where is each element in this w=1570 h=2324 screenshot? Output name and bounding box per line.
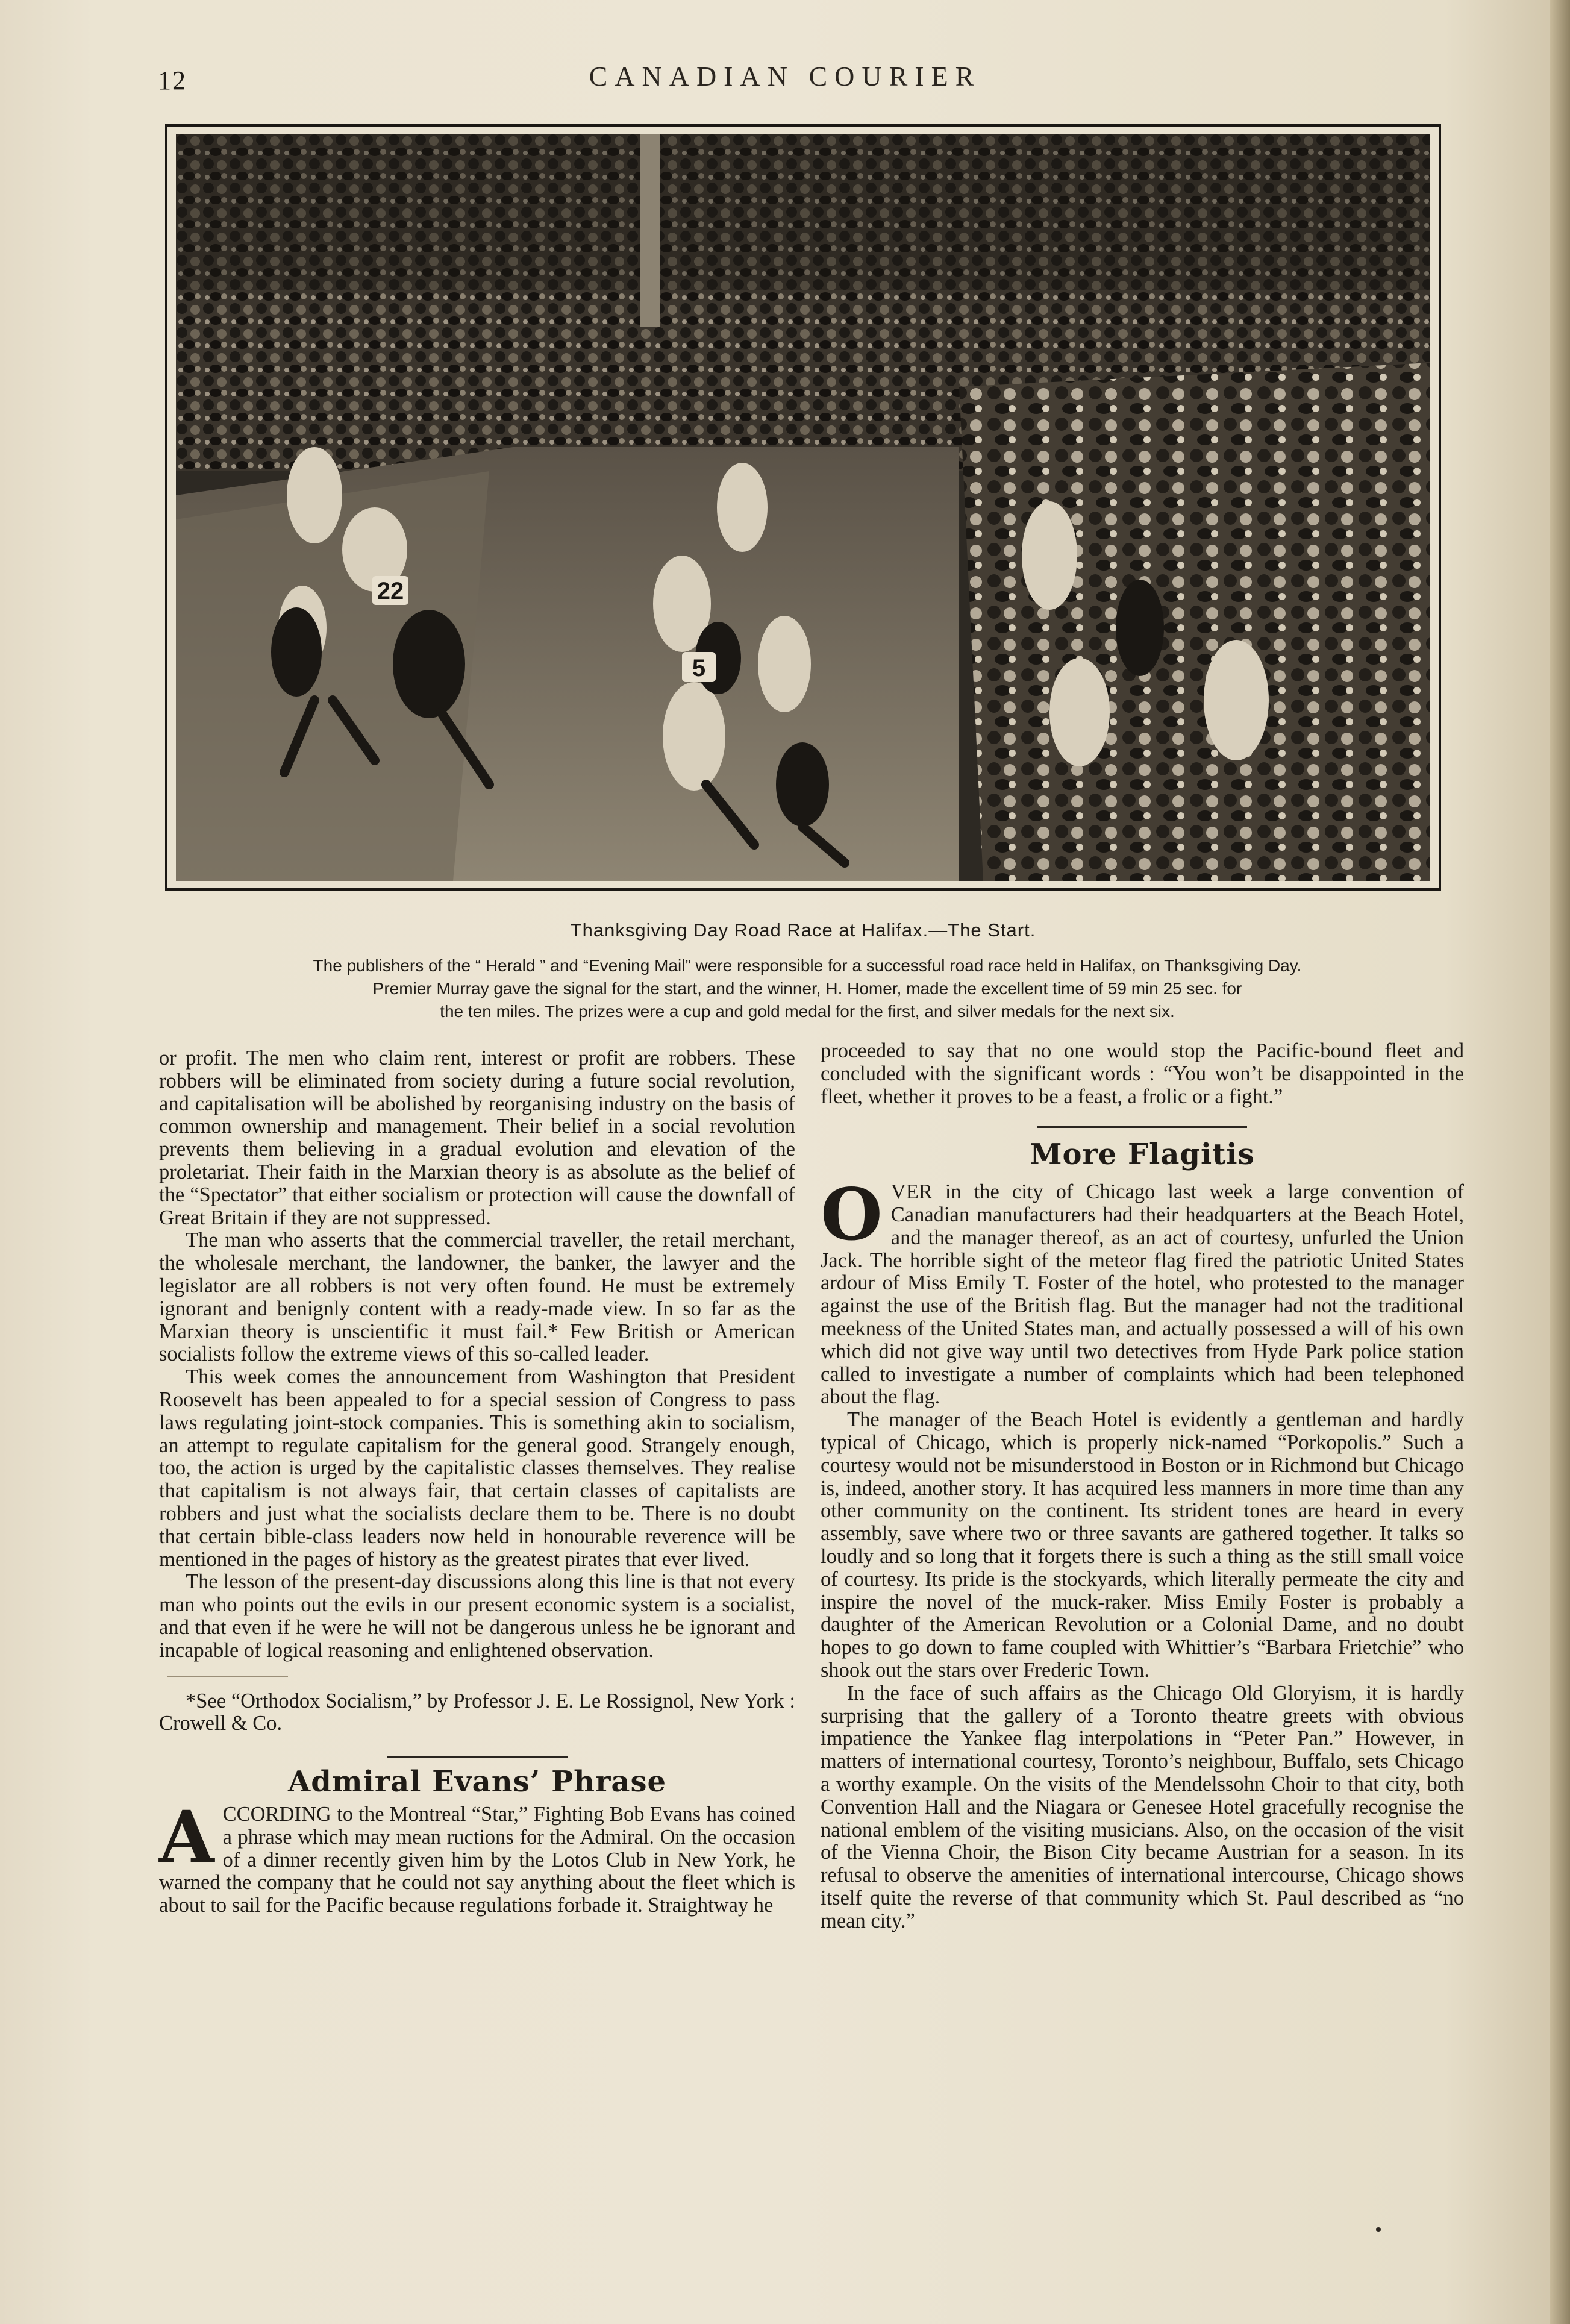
page-spine-shadow — [1550, 0, 1570, 2324]
photo-caption-body — [151, 954, 1464, 1023]
article-flagitis-first-paragraph — [821, 1173, 1464, 1409]
footnote-rule — [167, 1676, 288, 1677]
photo-caption-title: Thanksgiving Day Road Race at Halifax.—The Start. — [570, 919, 1036, 941]
caption-line: The publishers of the “ Herald ” and “Evening Mail” were responsible for a successful road race held in Halifax, on Thanksgiving Day. — [313, 956, 1302, 975]
body-paragraph: The manager of the Beach Hotel is evidently a gentleman and hardly typical of Chicago, which is properly nick-named “Porkopolis.” Such a courtesy would not be misunderstood in Boston or in Richmond but Chicago is, indeed, another story. It has acquired less manners in more time than any other community on the continent. Its strident tones are heard in every assembly, save where two or three savants are gathered together. It talks so loudly and so long that it forgets there is such a thing as the still small voice of courtesy. Its pride is the stockyards, which literally permeate the city and inspire the novel of the muck-raker. Miss Emily Foster is probably a daughter of the American Revolution or a Colonial Dame, and no doubt hopes to go down to fame coupled with Whittier’s “Barbara Frietchie” who shook out the stars over Frederic Town. — [821, 1408, 1464, 1682]
print-speck — [1376, 2227, 1381, 2232]
body-paragraph: The lesson of the present-day discussions along this line is that not every man who points out the evils in our present economic system is a socialist, and that even if he were he will not be dangerous unless he be ignorant and incapable of logical reasoning and enlightened observation. — [159, 1570, 795, 1662]
caption-line: the ten miles. The prizes were a cup and gold medal for the first, and silver medals for the next six. — [440, 1002, 1175, 1021]
section-rule — [387, 1756, 568, 1758]
photo-halftone — [176, 134, 1430, 881]
article-heading-admiral-evans: Admiral Evans’ Phrase — [287, 1765, 667, 1799]
continued-paragraph: proceeded to say that no one would stop the Pacific-bound fleet and concluded with the significant words : “You won’t be disappointed in the fleet, whether it proves to be a feast, a frolic or a fight.” — [821, 1039, 1464, 1108]
body-paragraph: or profit. The men who claim rent, interest or profit are robbers. These robbers will be eliminated from society during a future social revolution, and capitalisation will be abolished by reorganising industry on the basis of common ownership and management. Their belief in a social revolution prevents them believing in a gradual evolution and elevation of the proletariat. Their faith in the Marxian theory is as absolute as the belief of the “Spectator” that either socialism or protection will cause the downfall of Great Britain if they are not suppressed. — [159, 1047, 795, 1229]
drop-cap: A — [159, 1794, 214, 1879]
body-paragraph: In the face of such affairs as the Chicago Old Gloryism, it is hardly surprising that the gallery of a Toronto theatre greets with obvious impatience the Yankee flag interpolations in “Peter Pan.” However, in matters of international courtesy, Toronto’s neighbour, Buffalo, sets Chicago a worthy example. On the visits of the Mendelssohn Choir to that city, both Convention Hall and the Niagara or Genesee Hotel gracefully recognise the national emblem of the visiting musicians. Also, on the occasion of the visit of the Vienna Choir, the Bison City became Austrian for a season. In its refusal to observe the amenities of international intercourse, Chicago shows itself quite the reverse of that community which St. Paul described as “no mean city.” — [821, 1681, 1464, 1932]
race-photograph — [165, 124, 1441, 891]
running-head: CANADIAN COURIER — [589, 61, 981, 92]
body-paragraph: The man who asserts that the commercial traveller, the retail merchant, the wholesale merchant, the landowner, the banker, the lawyer and the legislator are all robbers is not very often found. He must be extremely ignorant and benignly content with a ready-made view. In so far as the Marxian theory is unscientific it must fail.* Few British or American socialists follow the extreme views of this so-called leader. — [159, 1229, 795, 1366]
article-text: CCORDING to the Montreal “Star,” Fighting Bob Evans has coined a phrase which may mean ructions for the Admiral. On the occasion of a dinner recently given him by the Lotos Club in New York, he warned the company that he could not say anything about the fleet which is about to sail for the Pacific because regulations forbade it. Straightway he — [159, 1802, 795, 1917]
left-column — [159, 1047, 795, 1917]
body-paragraph: This week comes the announcement from Washington that President Roosevelt has been appealed to for a special session of Congress to pass laws regulating joint-stock companies. This is something akin to socialism, an attempt to regulate capitalism for the general good. Strangely enough, too, the action is urged by the capitalistic classes themselves. They realise that capitalism is not always fair, that certain classes of capitalists are robbers and just what the socialists declare them to be. There is no doubt that certain bible-class leaders now held in honourable reverence will be mentioned in the pages of history as the greatest pirates that ever lived. — [159, 1365, 795, 1571]
drop-cap: O — [821, 1173, 883, 1257]
article-heading-more-flagitis: More Flagitis — [1030, 1138, 1255, 1172]
footnote: *See “Orthodox Socialism,” by Professor J. E. Le Rossignol, New York : Crowell & Co. — [159, 1689, 795, 1735]
section-rule — [1037, 1126, 1247, 1128]
caption-line: Premier Murray gave the signal for the start, and the winner, H. Homer, made the excellent time of 59 min 25 sec. for — [372, 979, 1242, 998]
runner-bib-5: 5 — [692, 655, 706, 681]
article-text: VER in the city of Chicago last week a large convention of Canadian manufacturers had their headquarters at the Beach Hotel, and the manager thereof, as an act of courtesy, unfurled the Union Jack. The horrible sight of the meteor flag fired the patriotic United States ardour of Miss Emily T. Foster of the hotel, who protested to the manager against the use of the British flag. But the manager had not the traditional meekness of the United States man, and actually possessed a will of his own which did not give way until two detectives from Hyde Park police station called to investigate a number of complaints which had been telephoned about the flag. — [821, 1180, 1464, 1409]
page-number: 12 — [158, 66, 187, 95]
right-column — [821, 1040, 1464, 1932]
runner-bib-22: 22 — [377, 578, 404, 604]
article-admiral-evans-text — [159, 1794, 795, 1917]
